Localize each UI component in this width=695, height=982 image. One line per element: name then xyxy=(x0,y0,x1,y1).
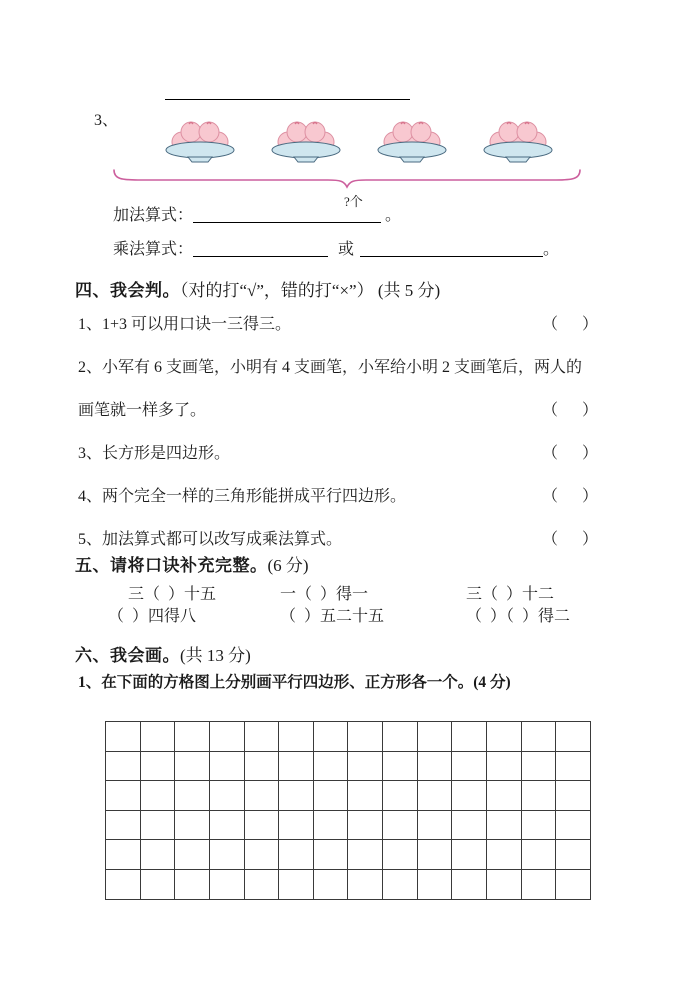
judge-item-text: 3、长方形是四边形。 xyxy=(78,445,231,462)
grid-cell xyxy=(279,781,314,811)
judge-item-2-line2 xyxy=(78,402,623,419)
addition-period: 。 xyxy=(385,207,402,224)
judge-item-1 xyxy=(78,316,623,333)
section4-score: (共 5 分) xyxy=(377,281,441,300)
judge-item-5 xyxy=(78,531,623,548)
grid-cell xyxy=(522,781,557,811)
answer-paren: （ ） xyxy=(541,402,598,419)
grid-cell xyxy=(279,722,314,752)
grid-cell xyxy=(106,781,141,811)
section5-heading xyxy=(75,551,309,576)
answer-blank-line xyxy=(165,99,410,100)
judge-item-2-line1 xyxy=(78,359,623,376)
judge-item-text: 1、1+3 可以用口诀一三得三。 xyxy=(78,316,292,333)
judge-item-3 xyxy=(78,445,623,462)
brace-icon xyxy=(112,168,582,190)
question-3-number: 3、 xyxy=(94,112,119,129)
judge-item-4 xyxy=(78,488,623,505)
grid-cell xyxy=(279,811,314,841)
grid-cell xyxy=(279,870,314,900)
grid-cell xyxy=(106,722,141,752)
grid-cell xyxy=(418,870,453,900)
addition-label: 加法算式： xyxy=(113,207,194,224)
section6-item-1: 1、在下面的方格图上分别画平行四边形、正方形各一个。(4 分) xyxy=(78,674,511,691)
grid-cell xyxy=(452,722,487,752)
grid-cell xyxy=(245,781,280,811)
grid-cell xyxy=(210,840,245,870)
kouju-cell: 一（ ）得一 xyxy=(280,586,369,603)
grid-cell xyxy=(452,811,487,841)
section6-title: 六、我会画。 xyxy=(75,646,180,665)
grid-cell xyxy=(452,752,487,782)
judge-item-text: 2、小军有 6 支画笔，小明有 4 支画笔，小军给小明 2 支画笔后，两人的 xyxy=(78,359,583,376)
grid-cell xyxy=(418,811,453,841)
multiplication-blank-2 xyxy=(360,239,543,257)
grid-cell xyxy=(383,752,418,782)
peach-plate-image xyxy=(478,114,558,164)
grid-cell xyxy=(314,870,349,900)
grid-cell xyxy=(383,781,418,811)
section5-title: 五、请将口诀补充完整。 xyxy=(75,556,268,575)
grid-cell xyxy=(141,870,176,900)
grid-cell xyxy=(314,722,349,752)
grid-cell xyxy=(452,781,487,811)
grid-cell xyxy=(175,781,210,811)
grid-cell xyxy=(556,840,591,870)
grid-cell xyxy=(418,840,453,870)
grid-cell xyxy=(348,870,383,900)
grid-cell xyxy=(487,840,522,870)
addition-equation-line xyxy=(113,202,401,225)
grid-cell xyxy=(348,811,383,841)
grid-cell xyxy=(141,722,176,752)
peach-plate-image xyxy=(372,114,452,164)
grid-cell xyxy=(383,840,418,870)
grid-cell xyxy=(279,752,314,782)
grid-cell xyxy=(210,870,245,900)
judge-items xyxy=(78,316,623,574)
grid-cell xyxy=(348,840,383,870)
kouju-cell: 三（ ）十五 xyxy=(128,586,217,603)
kouju-cell: （ ）五二十五 xyxy=(280,608,385,625)
grid-cell xyxy=(383,870,418,900)
grid-cell xyxy=(141,811,176,841)
grid-cell xyxy=(175,811,210,841)
grid-cell xyxy=(418,722,453,752)
grid-cell xyxy=(141,752,176,782)
peach-plates-row xyxy=(160,114,558,164)
grid-cell xyxy=(556,722,591,752)
grid-cell xyxy=(556,811,591,841)
grid-cell xyxy=(210,811,245,841)
judge-item-text: 4、两个完全一样的三角形能拼成平行四边形。 xyxy=(78,488,407,505)
answer-paren: （ ） xyxy=(541,531,598,548)
grid-cell xyxy=(279,840,314,870)
answer-paren: （ ） xyxy=(541,488,598,505)
grid-cell xyxy=(210,752,245,782)
brace-question-label: ?个 xyxy=(344,194,363,209)
grid-cell xyxy=(245,870,280,900)
kouju-cell: （ ）（ ）得二 xyxy=(466,608,571,625)
grid-cell xyxy=(106,752,141,782)
grid-cell xyxy=(141,781,176,811)
grid-cell xyxy=(383,722,418,752)
judge-item-text: 5、加法算式都可以改写成乘法算式。 xyxy=(78,531,343,548)
grid-cell xyxy=(522,811,557,841)
kouju-cell: 三（ ）十二 xyxy=(466,586,555,603)
grid-cell xyxy=(245,722,280,752)
grid-cell xyxy=(522,840,557,870)
section5-score: (6 分) xyxy=(267,556,309,575)
or-label: 或 xyxy=(338,241,355,258)
grid-cell xyxy=(348,752,383,782)
grid-cell xyxy=(106,811,141,841)
grid-cell xyxy=(106,870,141,900)
grid-cell xyxy=(487,722,522,752)
grid-cell xyxy=(314,811,349,841)
grid-cell xyxy=(383,811,418,841)
grid-cell xyxy=(487,752,522,782)
grid-cell xyxy=(175,840,210,870)
multiplication-blank-1 xyxy=(193,239,328,257)
multiplication-equation-line xyxy=(113,236,559,259)
grid-cell xyxy=(487,811,522,841)
grid-cell xyxy=(245,811,280,841)
grid-cell xyxy=(314,840,349,870)
grid-cell xyxy=(314,781,349,811)
grid-cell xyxy=(522,752,557,782)
multiplication-label: 乘法算式： xyxy=(113,241,194,258)
section6-score: (共 13 分) xyxy=(180,646,251,665)
section6-heading xyxy=(75,641,251,666)
section4-subtitle: （对的打“√”，错的打“×”） xyxy=(180,281,374,300)
answer-paren: （ ） xyxy=(541,445,598,462)
peach-plate-image xyxy=(266,114,346,164)
grid-cell xyxy=(210,722,245,752)
grid-cell xyxy=(487,781,522,811)
grid-cell xyxy=(175,752,210,782)
peach-plate-image xyxy=(160,114,240,164)
grid-cell xyxy=(245,840,280,870)
addition-blank xyxy=(193,205,381,223)
grid-cell xyxy=(522,870,557,900)
grid-cell xyxy=(210,781,245,811)
section4-title: 四、我会判。 xyxy=(75,281,180,300)
section4-heading xyxy=(75,276,440,301)
multiplication-period: 。 xyxy=(543,241,560,258)
grid-cell xyxy=(556,781,591,811)
grid-cell xyxy=(245,752,280,782)
grid-cell xyxy=(487,870,522,900)
grid-cell xyxy=(348,781,383,811)
multiplication-table-fill xyxy=(108,586,588,625)
grid-cell xyxy=(556,752,591,782)
grid-cell xyxy=(522,722,557,752)
grid-cell xyxy=(348,722,383,752)
kouju-cell: （ ）四得八 xyxy=(108,608,197,625)
grid-cell xyxy=(175,870,210,900)
grid-cell xyxy=(452,840,487,870)
grid-cell xyxy=(418,781,453,811)
grid-cell xyxy=(314,752,349,782)
grid-cell xyxy=(556,870,591,900)
judge-item-text: 画笔就一样多了。 xyxy=(78,402,207,419)
grid-cell xyxy=(452,870,487,900)
grid-cell xyxy=(418,752,453,782)
grid-cell xyxy=(106,840,141,870)
grid-cell xyxy=(141,840,176,870)
answer-paren: （ ） xyxy=(541,316,598,333)
drawing-grid xyxy=(105,721,591,900)
grid-cell xyxy=(175,722,210,752)
